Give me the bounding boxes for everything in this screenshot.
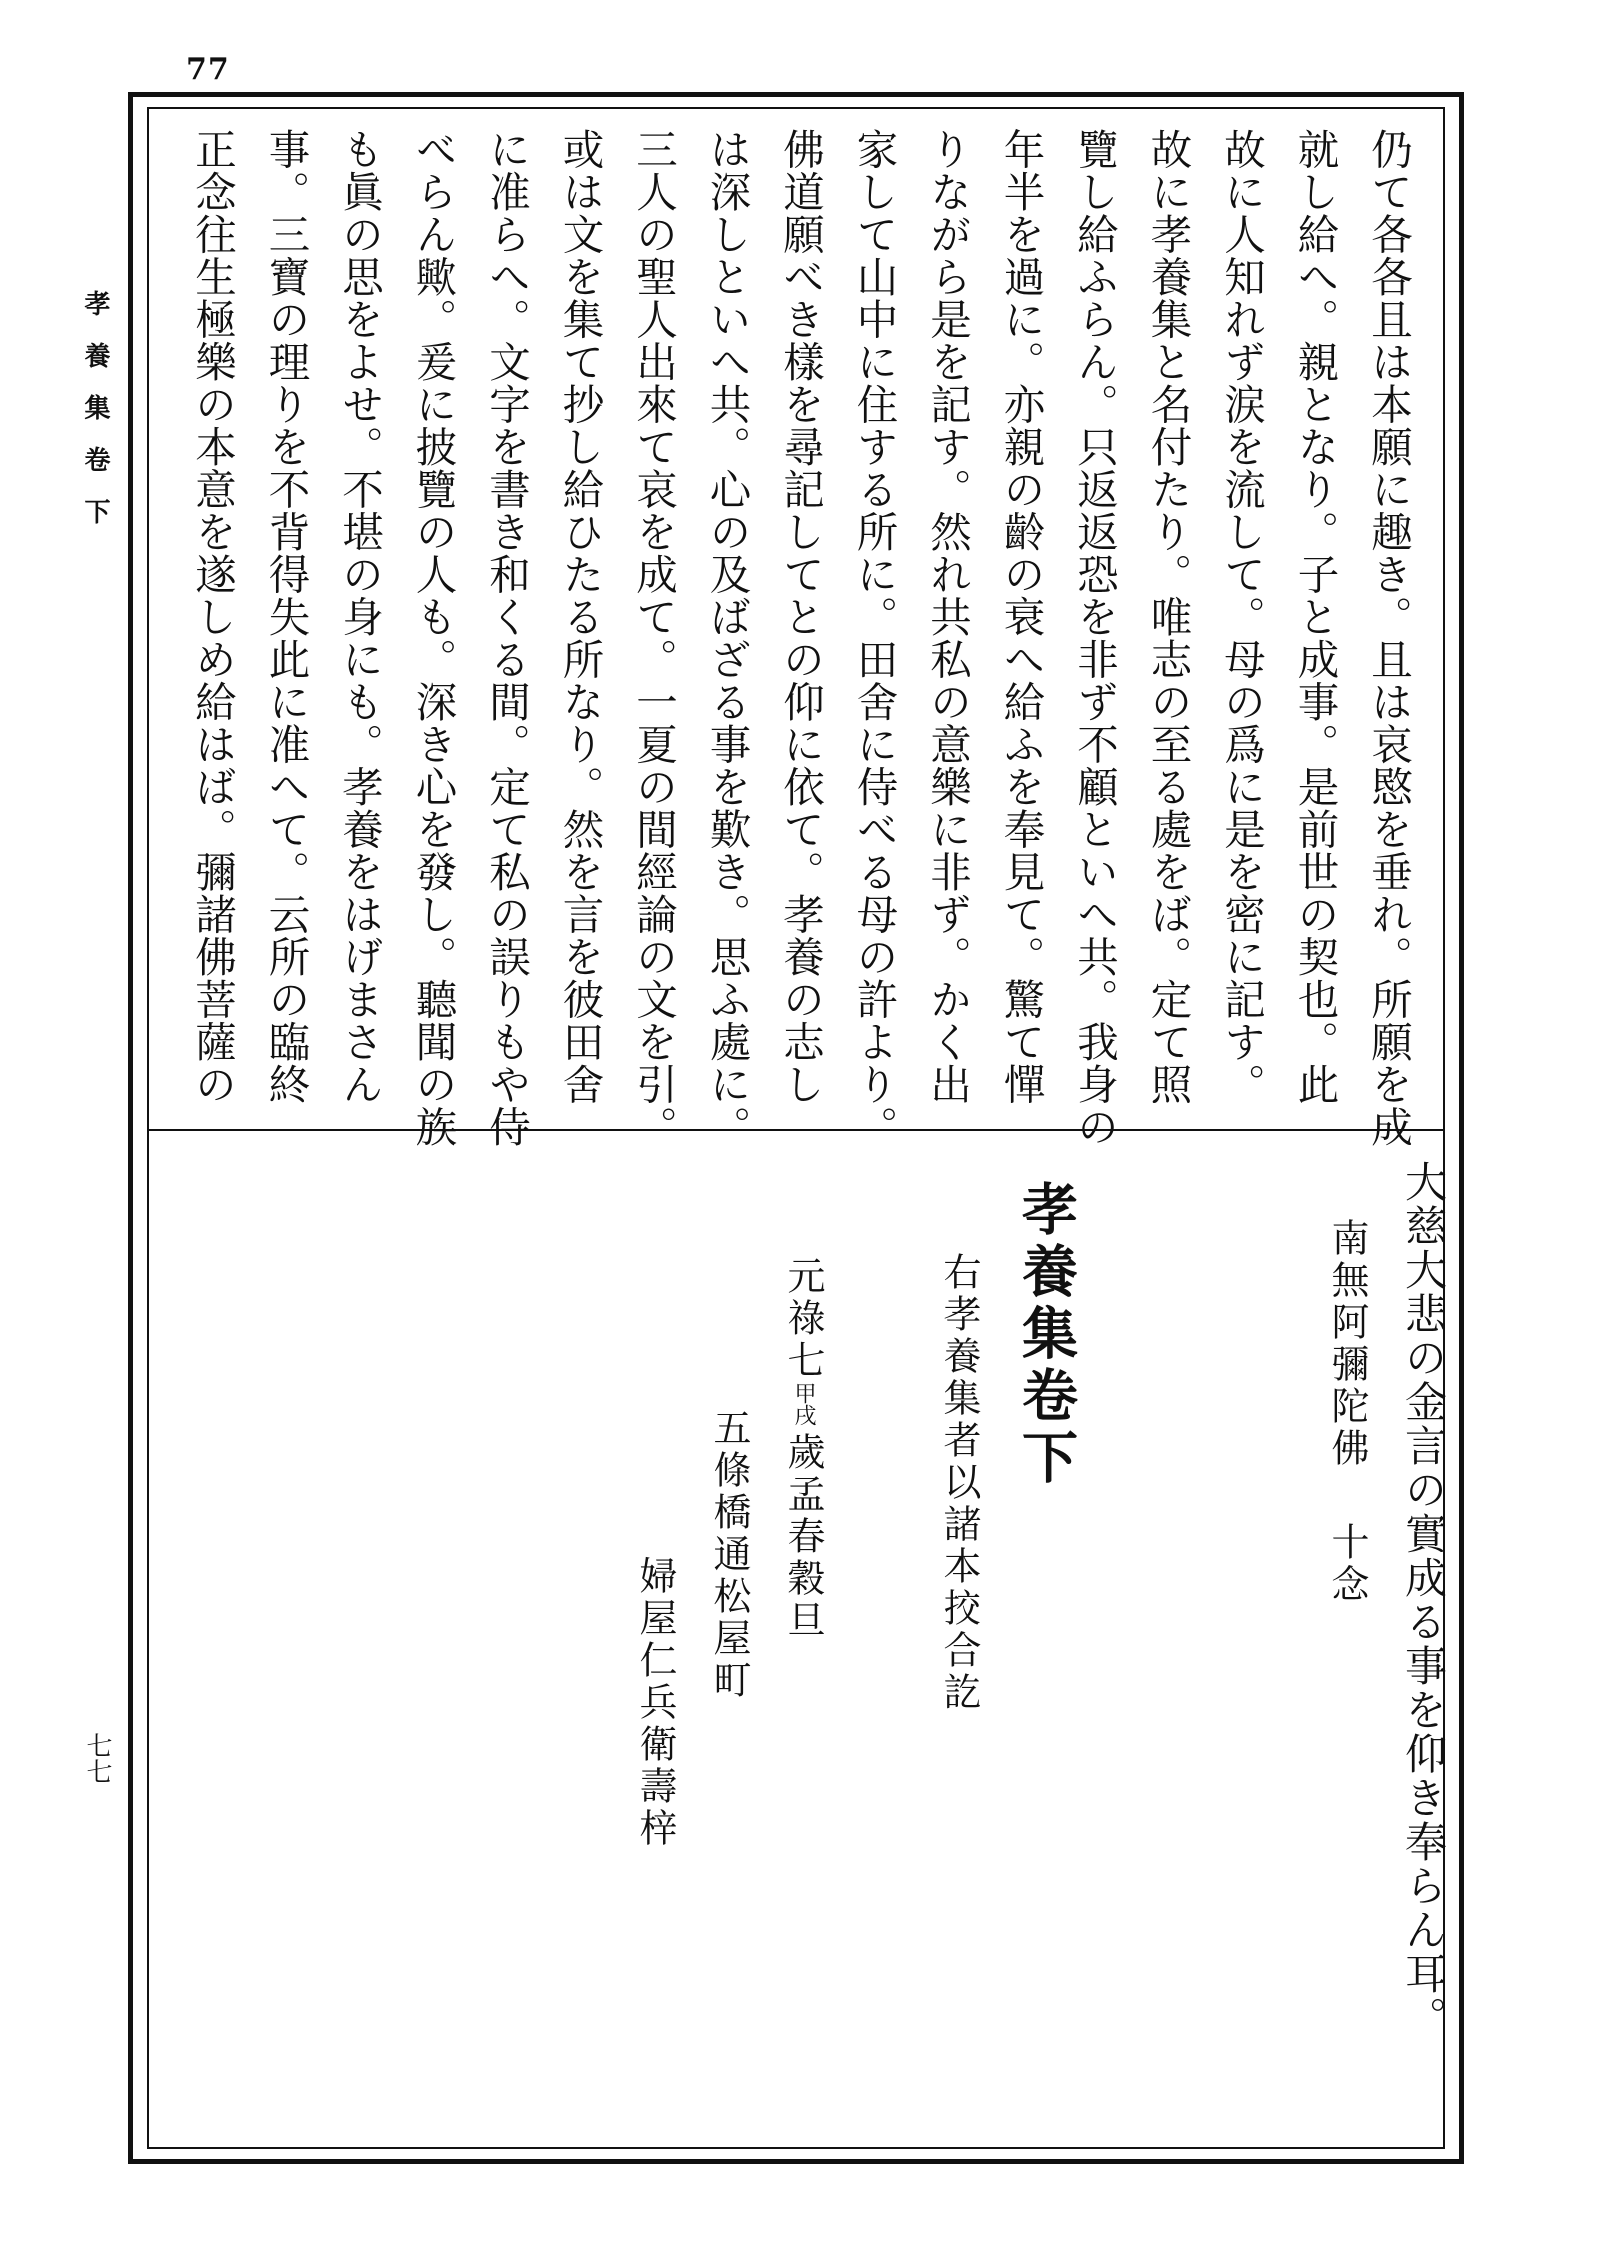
closing-line: 大慈大悲の金言の實成る事を仰き奉らん耳。 bbox=[1399, 1160, 1448, 2040]
text-column: は深しといへ共。心の及ばざる事を歎き。思ふ處に。 bbox=[702, 128, 752, 1148]
date-note-top: 甲 bbox=[791, 1382, 816, 1404]
date-season: 歲孟春穀旦 bbox=[781, 1432, 825, 1642]
text-column: 佛道願べき樣を尋記してとの仰に依て。孝養の志し bbox=[776, 128, 825, 1106]
text-column: 三人の聖人出來て哀を成て。一夏の間經論の文を引。 bbox=[629, 128, 678, 1148]
page-number: 77 bbox=[186, 52, 230, 87]
text-column: 正念往生極樂の本意を遂しめ給はば。彌諸佛菩薩の bbox=[188, 128, 237, 1106]
text-column: 覽し給ふらん。只返返恐を非ず不顧といへ共。我身の bbox=[1070, 128, 1119, 1148]
text-column: べらん歟。爰に披覽の人も。深き心を發し。聽聞の族 bbox=[408, 128, 458, 1148]
nembutsu-count: 十念 bbox=[1325, 1522, 1369, 1606]
text-column: 或は文を集て抄し給ひたる所なり。然を言を彼田舍 bbox=[555, 128, 605, 1106]
text-column: 故に人知れず涙を流して。母の爲に是を密に記す。 bbox=[1217, 128, 1266, 1106]
volume-title: 孝養集卷下 bbox=[1013, 1180, 1079, 1490]
nembutsu-name: 南無阿彌陀佛 bbox=[1325, 1218, 1369, 1470]
text-column: 仍て各各且は本願に趣き。且は哀愍を垂れ。所願を成 bbox=[1364, 128, 1413, 1148]
date-era: 元祿七 bbox=[781, 1256, 825, 1382]
text-column: 事。三寶の理りを不背得失此に准へて。云所の臨終 bbox=[261, 128, 311, 1106]
publisher-address: 五條橋通松屋町 bbox=[707, 1408, 751, 1702]
text-column: 就し給へ。親となり。子と成事。是前世の契也。此 bbox=[1290, 128, 1340, 1106]
text-column: 家して山中に住する所に。田舍に侍べる母の許より。 bbox=[849, 128, 899, 1148]
text-column: に准らへ。文字を書き和くる間。定て私の誤りもや侍 bbox=[482, 128, 531, 1148]
text-column: も眞の思をよせ。不堪の身にも。孝養をはげまさん bbox=[335, 128, 384, 1106]
text-column: りながら是を記す。然れ共私の意樂に非ず。かく出 bbox=[923, 128, 972, 1106]
date-cyclic-note bbox=[792, 1382, 814, 1426]
publisher-name: 婦屋仁兵衛壽梓 bbox=[633, 1556, 677, 1850]
running-head-page-number: 七七 bbox=[82, 1732, 112, 1784]
nembutsu-line bbox=[1325, 1218, 1369, 1606]
running-head-title: 孝養集卷下 bbox=[80, 290, 110, 550]
publication-date bbox=[781, 1256, 825, 1642]
text-column: 故に孝養集と名付たり。唯志の至る處をば。定て照 bbox=[1143, 128, 1193, 1106]
colophon-note: 右孝養集者以諸本挍合訖 bbox=[937, 1252, 981, 1714]
text-column: 年半を過に。亦親の齡の衰へ給ふを奉見て。驚て憚 bbox=[996, 128, 1046, 1106]
date-note-bottom: 戌 bbox=[791, 1404, 816, 1426]
